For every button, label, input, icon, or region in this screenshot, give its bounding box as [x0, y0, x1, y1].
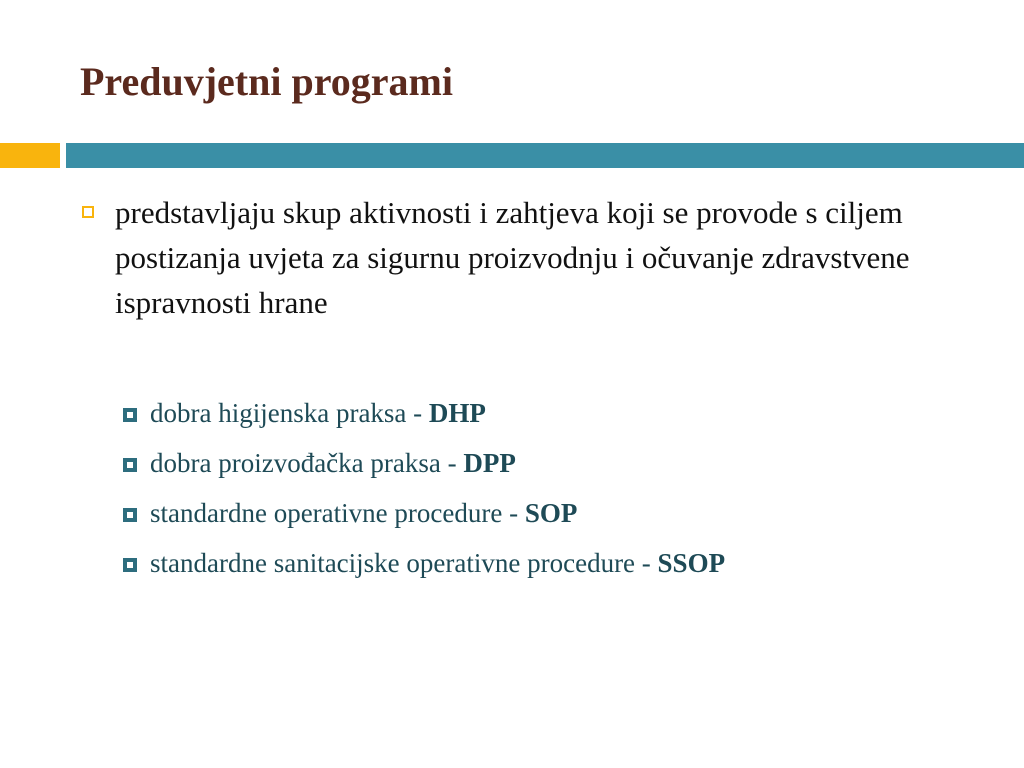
item-text: dobra proizvođačka praksa -: [150, 448, 464, 478]
list-item: [150, 448, 516, 479]
item-text: dobra higijenska praksa -: [150, 398, 429, 428]
square-bullet-icon: [123, 458, 137, 472]
hollow-square-bullet-icon: [82, 206, 94, 218]
list-item: [150, 498, 577, 529]
item-text: standardne sanitacijske operativne procedure -: [150, 548, 658, 578]
accent-bar-orange: [0, 143, 60, 168]
item-abbr: SSOP: [657, 548, 726, 578]
accent-bar-teal: [66, 143, 1024, 168]
square-bullet-icon: [123, 408, 137, 422]
slide-title: Preduvjetni programi: [80, 59, 453, 104]
item-abbr: DPP: [463, 448, 516, 478]
main-bullet-text: predstavljaju skup aktivnosti i zahtjeva koji se provode s ciljem postizanja uvjeta za sigurnu proizvodnju i očuvanje zdravstvene ispravnosti hrane: [115, 195, 910, 320]
item-abbr: DHP: [428, 398, 486, 428]
item-abbr: SOP: [524, 498, 578, 528]
item-text: standardne operativne procedure -: [150, 498, 525, 528]
list-item: [150, 548, 725, 579]
square-bullet-icon: [123, 508, 137, 522]
square-bullet-icon: [123, 558, 137, 572]
list-item: [150, 398, 486, 429]
